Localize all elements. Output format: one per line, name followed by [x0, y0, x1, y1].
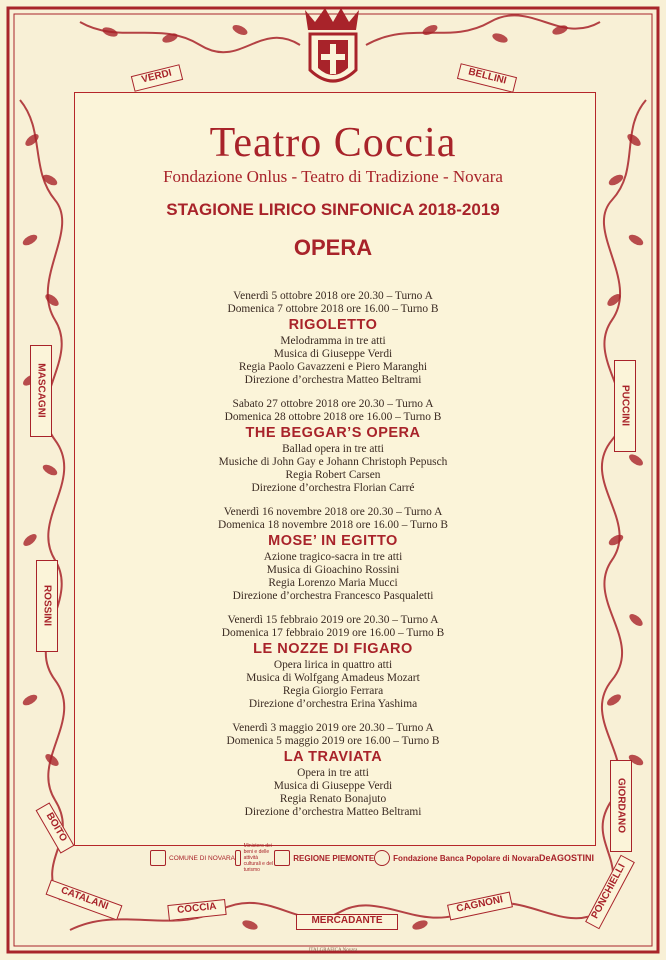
city-crest-icon [150, 850, 166, 866]
event-date-b: Domenica 7 ottobre 2018 ore 16.00 – Turno B [227, 303, 439, 315]
season-heading: STAGIONE LIRICO SINFONICA 2018-2019 [166, 200, 500, 219]
event-date-b: Domenica 17 febbraio 2019 ore 16.00 – Turno B [221, 627, 445, 639]
event-item [100, 398, 566, 495]
event-item [100, 614, 566, 711]
logo-ministero: Ministero dei beni e delle attività culturali e del turismo [235, 843, 274, 873]
page-subtitle: Fondazione Onlus - Teatro di Tradizione - Novara [163, 167, 503, 186]
event-date-a: Sabato 27 ottobre 2018 ore 20.30 – Turno A [232, 398, 434, 410]
banner-bottom-left2: CATALANI [46, 879, 123, 920]
banner-bottom-left: BOITO [36, 802, 75, 853]
event-detail: Regia Lorenzo Maria Mucci [268, 577, 398, 589]
banner-left-mid: MASCAGNI [30, 345, 52, 437]
printer-credit: ITALGRAFICA Novara [308, 948, 358, 953]
opera-title: RIGOLETTO [288, 317, 378, 333]
event-detail: Regia Renato Bonajuto [279, 793, 387, 805]
opera-title: MOSE’ IN EGITTO [268, 533, 398, 549]
region-icon [274, 850, 290, 866]
event-detail: Regia Giorgio Ferrara [282, 685, 384, 697]
event-detail: Melodramma in tre atti [280, 335, 386, 347]
logo-comune: COMUNE DI NOVARA [150, 850, 235, 866]
event-detail: Direzione d’orchestra Erina Yashima [248, 698, 418, 710]
banner-bottom-center: COCCIA [167, 899, 226, 921]
event-detail: Musica di Giuseppe Verdi [273, 348, 393, 360]
crest-icon [305, 8, 359, 81]
page-title: Teatro Coccia [209, 120, 457, 166]
logo-deagostini: DeAGOSTINI [538, 852, 594, 863]
event-detail: Azione tragico-sacra in tre atti [263, 551, 403, 563]
event-detail: Opera in tre atti [297, 767, 369, 779]
event-detail: Direzione d’orchestra Matteo Beltrami [244, 806, 422, 818]
section-heading: OPERA [293, 235, 373, 260]
banner-right-mid: PUCCINI [614, 360, 636, 452]
opera-title: THE BEGGAR’S OPERA [245, 425, 421, 441]
banner-left-low: ROSSINI [36, 560, 58, 652]
ministry-icon [235, 850, 241, 866]
bank-icon [374, 850, 390, 866]
banner-bottom-right2: PONCHIELLI [585, 855, 635, 930]
event-detail: Direzione d’orchestra Francesco Pasqualetti [232, 590, 434, 602]
banner-right-low: GIORDANO [610, 760, 632, 852]
sponsor-logos [150, 843, 594, 873]
event-date-a: Venerdì 16 novembre 2018 ore 20.30 – Turno A [223, 506, 443, 518]
event-detail: Direzione d’orchestra Matteo Beltrami [244, 374, 422, 386]
event-date-b: Domenica 5 maggio 2019 ore 16.00 – Turno B [226, 735, 440, 747]
event-date-b: Domenica 18 novembre 2018 ore 16.00 – Turno B [217, 519, 448, 531]
event-date-a: Venerdì 15 febbraio 2019 ore 20.30 – Turno A [227, 614, 439, 626]
event-detail: Musica di Gioachino Rossini [266, 564, 400, 576]
event-date-b: Domenica 28 ottobre 2018 ore 16.00 – Turno B [224, 411, 442, 423]
event-date-a: Venerdì 5 ottobre 2018 ore 20.30 – Turno A [233, 290, 433, 302]
event-list [100, 290, 566, 830]
event-detail: Ballad opera in tre atti [282, 443, 384, 455]
banner-bottom-right: CAGNONI [447, 892, 513, 921]
event-detail: Direzione d’orchestra Florian Carré [251, 482, 415, 494]
event-item [100, 506, 566, 603]
event-detail: Musica di Wolfgang Amadeus Mozart [246, 672, 420, 684]
logo-fondazione: Fondazione Banca Popolare di Novara [374, 850, 539, 866]
event-detail: Regia Paolo Gavazzeni e Piero Maranghi [238, 361, 428, 373]
banner-top-right: BELLINI [457, 63, 517, 93]
event-detail: Regia Robert Carsen [285, 469, 381, 481]
banner-top-left: VERDI [131, 64, 183, 92]
event-item [100, 722, 566, 819]
logo-regione: REGIONE PIEMONTE [274, 850, 374, 866]
opera-title: LA TRAVIATA [283, 749, 383, 765]
event-detail: Opera lirica in quattro atti [273, 659, 393, 671]
opera-title: LE NOZZE DI FIGARO [253, 641, 413, 657]
event-detail: Musica di Giuseppe Verdi [273, 780, 393, 792]
event-detail: Musiche di John Gay e Johann Christoph Pepusch [218, 456, 448, 468]
event-item [100, 290, 566, 387]
event-date-a: Venerdì 3 maggio 2019 ore 20.30 – Turno A [232, 722, 434, 734]
banner-bottom-center2: MERCADANTE [296, 914, 398, 930]
